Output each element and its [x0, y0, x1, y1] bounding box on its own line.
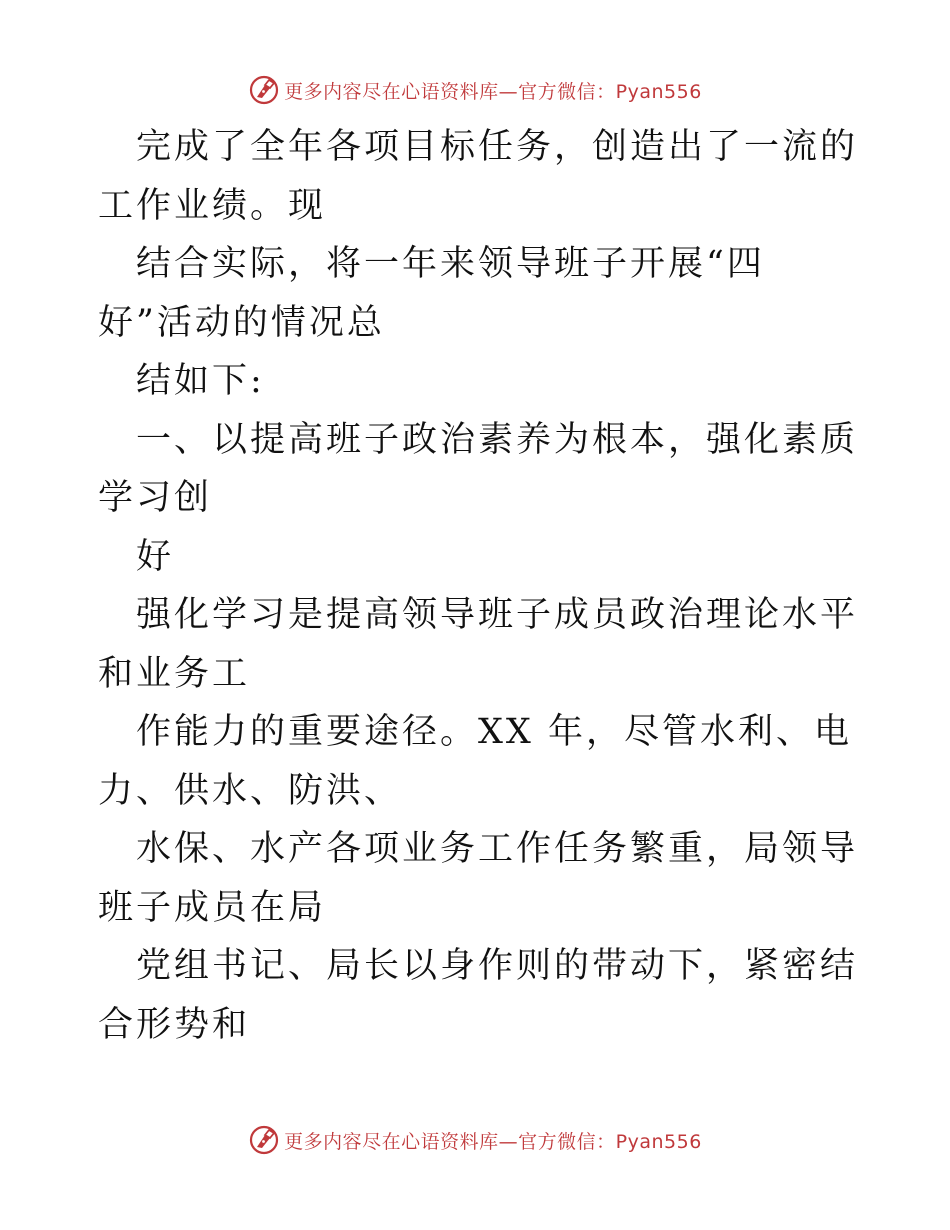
- header-watermark-text: 更多内容尽在心语资料库—官方微信：Pyan556: [284, 80, 702, 103]
- paragraph-6: 强化学习是提高领导班子成员政治理论水平和业务工: [98, 595, 859, 694]
- footer-watermark-inner: [248, 1124, 702, 1156]
- paragraph-2: 结合实际，将一年来领导班子开展“四好”活动的情况总: [98, 244, 765, 343]
- paragraph-9: 党组书记、局长以身作则的带动下，紧密结合形势和: [98, 946, 859, 1045]
- paragraph-4: 一、以提高班子政治素养为根本，强化素质学习创: [98, 419, 859, 518]
- footer-watermark-text: 更多内容尽在心语资料库—官方微信：Pyan556: [284, 1130, 702, 1153]
- header-watermark-inner: [248, 74, 702, 106]
- pen-nib-logo-icon: [248, 74, 280, 106]
- paragraph-7: 作能力的重要途径。XX 年，尽管水利、电力、供水、防洪、: [98, 712, 852, 811]
- document-body: [98, 118, 858, 1054]
- paragraph-3: 结如下:: [136, 361, 265, 401]
- paragraph-1: 完成了全年各项目标任务，创造出了一流的工作业绩。现: [98, 127, 859, 226]
- paragraph-8: 水保、水产各项业务工作任务繁重，局领导班子成员在局: [98, 829, 859, 928]
- header-watermark: [0, 70, 950, 110]
- pen-nib-logo-icon: [248, 1124, 280, 1156]
- footer-watermark: [0, 1120, 950, 1160]
- paragraph-5: 好: [136, 536, 175, 577]
